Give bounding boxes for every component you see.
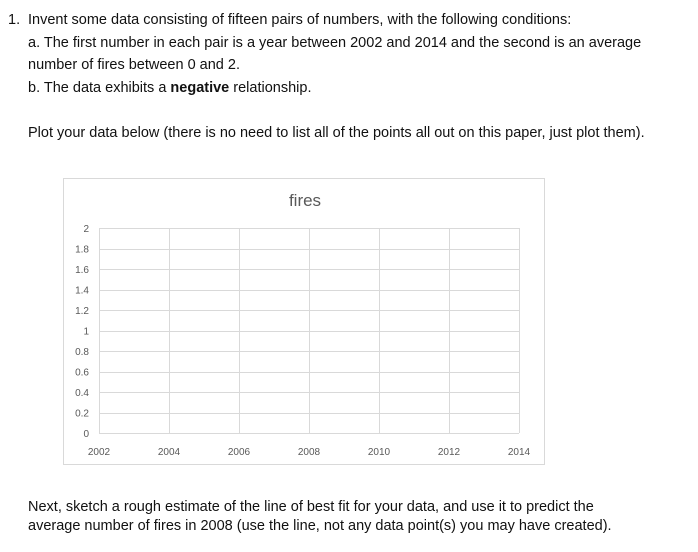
chart-area — [63, 178, 545, 465]
x-tick-label: 2014 — [507, 447, 531, 458]
y-tick-label: 0.8 — [75, 347, 89, 358]
followup-line-2: average number of fires in 2008 (use the line, not any data point(s) you may have created). — [28, 518, 612, 534]
y-tick-label: 0.6 — [75, 367, 89, 379]
x-tick-label: 2006 — [227, 447, 251, 458]
x-tick-label: 2002 — [87, 447, 111, 458]
y-tick-label: 1.4 — [75, 285, 89, 297]
followup-line-1: Next, sketch a rough estimate of the line of best fit for your data, and use it to predict the — [28, 499, 594, 515]
condition-b-suffix: relationship. — [229, 80, 312, 96]
y-tick-label: 1 — [83, 326, 89, 338]
chart-title: fires — [288, 191, 322, 210]
x-tick-label: 2004 — [157, 447, 181, 458]
plot-instruction: Plot your data below (there is no need to list all of the points all out on this paper, just plot them). — [28, 125, 645, 141]
condition-b-emphasis: negative — [170, 80, 230, 96]
condition-a-line-2: number of fires between 0 and 2. — [28, 57, 240, 73]
y-tick-label: 0.2 — [75, 408, 89, 420]
condition-b-prefix: b. The data exhibits a — [28, 80, 171, 96]
condition-b — [28, 78, 311, 98]
x-tick-label: 2012 — [437, 447, 461, 458]
x-tick-label: 2010 — [367, 447, 391, 458]
x-tick-label: 2008 — [297, 447, 321, 458]
y-tick-label: 1.2 — [75, 306, 89, 317]
y-tick-label: 2 — [83, 224, 89, 235]
y-tick-label: 1.8 — [75, 244, 89, 256]
question-number: 1. — [8, 12, 21, 28]
question-line-1: Invent some data consisting of fifteen pairs of numbers, with the following conditions: — [28, 12, 572, 28]
y-tick-label: 0 — [83, 429, 89, 440]
condition-a-line-1: a. The first number in each pair is a year between 2002 and 2014 and the second is an average — [28, 35, 642, 51]
y-tick-label: 0.4 — [75, 388, 89, 399]
y-tick-label: 1.6 — [75, 265, 89, 276]
